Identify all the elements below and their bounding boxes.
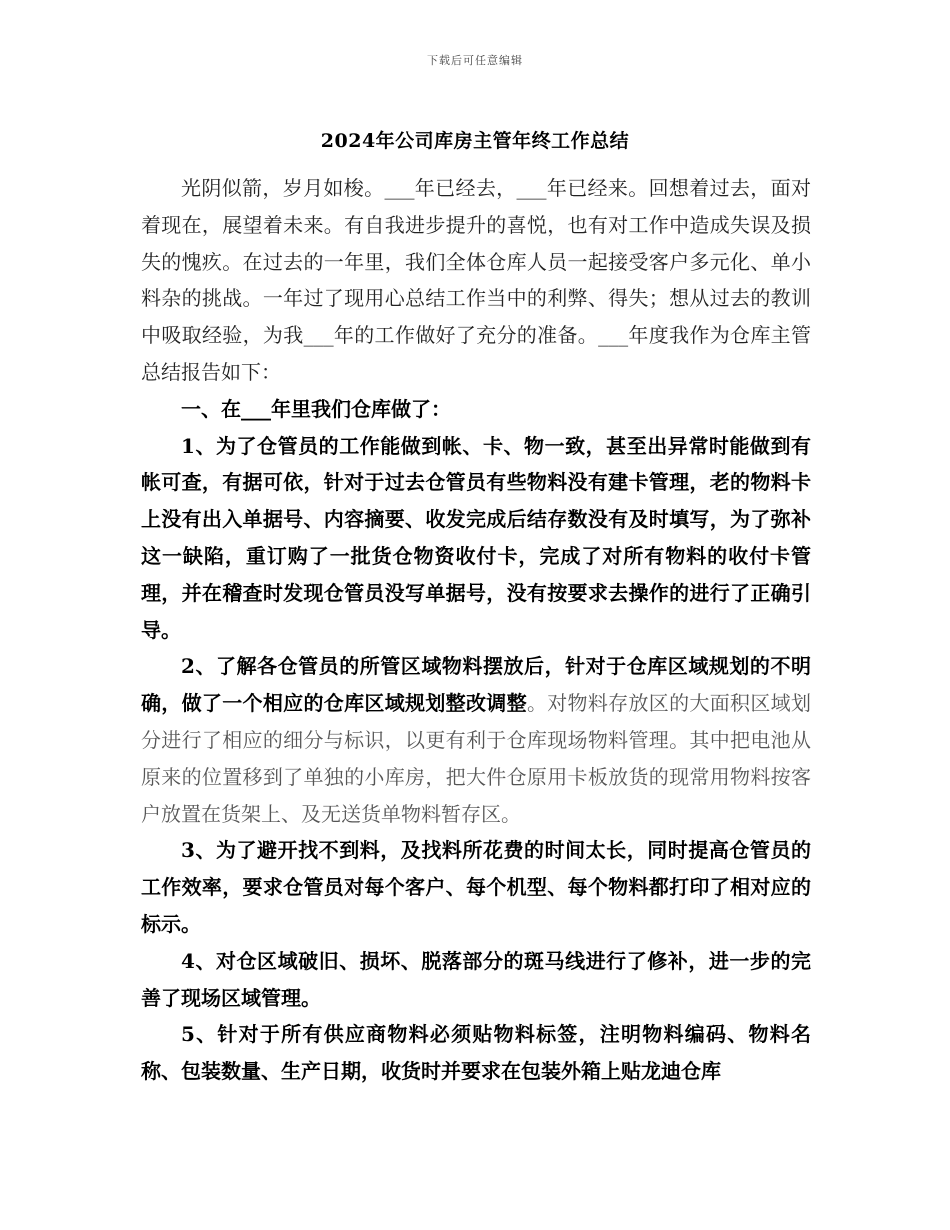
list-item-5: 5、针对于所有供应商物料必须贴物料标签，注明物料编码、物料名称、包装数量、生产日期，收货时并要求在包装外箱上贴龙迪仓库	[141, 1022, 811, 1084]
list-item-2-bold: 2、了解各仓管员的所管区域物料摆放后，针对于仓库区域规划的不明确，做了一个相应的仓库区域规划整改调整	[141, 654, 811, 716]
list-item-2-rest: 。对物料存放区的大面积区域划分进行了相应的细分与标识，以更有利于仓库现场物料管理。其中把电池从原来的位置移到了单独的小库房，把大件仓原用卡板放货的现常用物料按客户放置在货架上、及无送货单物料暂存区。	[141, 691, 811, 826]
section-heading: 一、在___年里我们仓库做了：	[181, 396, 451, 421]
header-watermark: 下载后可任意编辑	[427, 54, 523, 67]
document-title: 2024年公司库房主管年终工作总结	[320, 130, 630, 152]
list-item-1: 1、为了仓管员的工作能做到帐、卡、物一致，甚至出异常时能做到有帐可查，有据可依，针对于过去仓管员有些物料没有建卡管理，老的物料卡上没有出入单据号、内容摘要、收发完成后结存数没有及时填写，为了弥补这一缺陷，重订购了一批货仓物资收付卡，完成了对所有物料的收付卡管理，并在稽查时发现仓管员没写单据号，没有按要求去操作的进行了正确引导。	[141, 433, 811, 642]
intro-paragraph: 光阴似箭，岁月如梭。___年已经去，___年已经来。回想着过去，面对着现在，展望着未来。有自我进步提升的喜悦，也有对工作中造成失误及损失的愧疚。在过去的一年里，我们全体仓库人员一起接受客户多元化、单小料杂的挑战。一年过了现用心总结工作当中的利弊、得失；想从过去的教训中吸取经验，为我___年的工作做好了充分的准备。___年度我作为仓库主管总结报告如下：	[141, 176, 811, 384]
list-item-4: 4、对仓区域破旧、损坏、脱落部分的斑马线进行了修补，进一步的完善了现场区域管理。	[141, 948, 811, 1010]
list-item-3: 3、为了避开找不到料，及找料所花费的时间太长，同时提高仓管员的工作效率，要求仓管员对每个客户、每个机型、每个物料都打印了相对应的标示。	[141, 838, 811, 936]
list-item-2	[141, 648, 811, 832]
document-body	[141, 170, 811, 1090]
